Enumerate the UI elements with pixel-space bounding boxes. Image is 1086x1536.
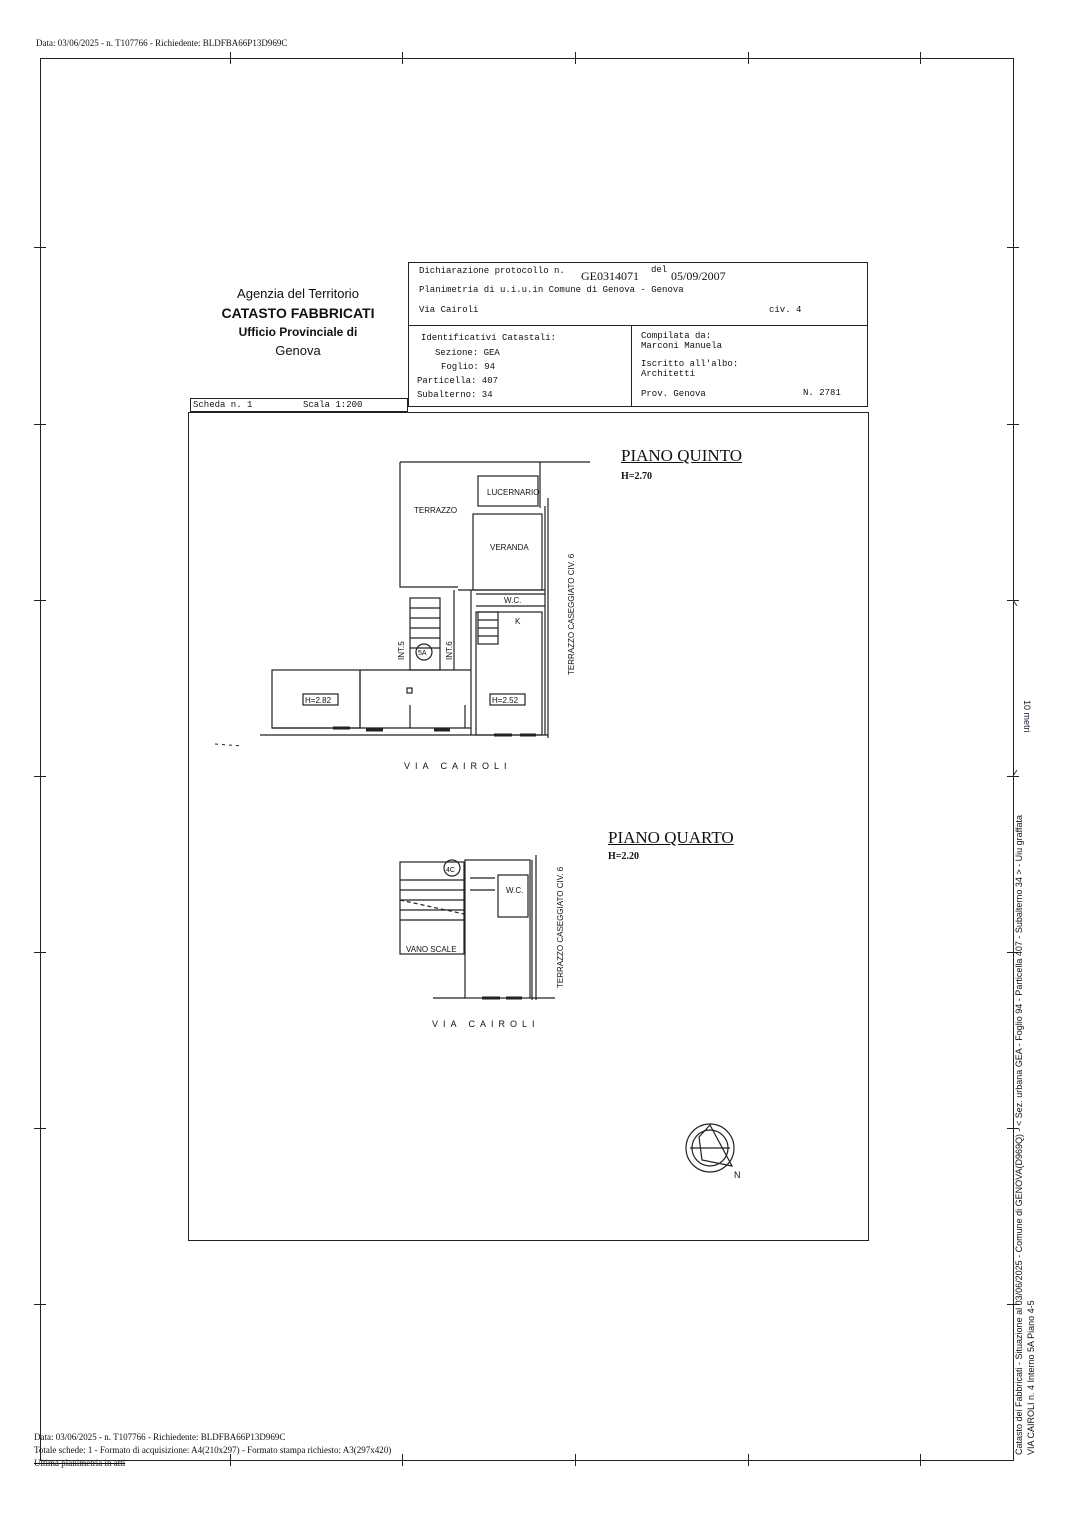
planimetry-line: Planimetria di u.i.u.in Comune di Genova - Genova [419,285,684,295]
side-label-4: TERRAZZO CASEGGIATO CIV. 6 [556,866,565,988]
badge-5a: 5A [418,650,427,657]
room-veranda: VERANDA [490,543,529,552]
albo-label: Iscritto all'albo: [641,359,739,369]
room-wc5: W.C. [504,596,522,605]
catasto-title: CATASTO FABBRICATI [221,305,375,321]
ufficio-label: Ufficio Provinciale di [238,325,358,339]
footer-line3: Ultima planimetria in atti [34,1458,126,1468]
room-lucernario: LUCERNARIO [487,488,540,497]
room-terrazzo: TERRAZZO [414,506,458,515]
compass-north: N [734,1170,741,1180]
floor5-height: H=2.70 [621,471,652,482]
floor4-height: H=2.20 [608,851,639,862]
albo-value: Architetti [641,369,696,379]
footer-line1: Data: 03/06/2025 - n. T107766 - Richiedente: BLDFBA66P13D969C [34,1432,286,1442]
date-label: del [651,265,668,275]
side-text-main: Catasto dei Fabbricati - Situazione al 03/06/2025 - Comune di GENOVA(D969Q) - < Sez. urbana GEA - Foglio 94 - Particella 407 - Subalterno 34 > - Uiu graffata [1014,814,1024,1455]
side-label-5: TERRAZZO CASEGGIATO CIV. 6 [567,553,576,675]
compiler-name: Marconi Manuela [641,341,723,351]
foglio: Foglio: 94 [441,362,496,372]
height-left: H=2.82 [305,696,332,705]
int6-label: INT.6 [445,641,454,660]
office-city: Genova [275,343,321,358]
floor5-plan [215,462,590,746]
scale-label: Scala 1:200 [303,400,363,410]
scale-bar-label: 10 metri [1022,700,1032,733]
particella: Particella: 407 [417,376,499,386]
side-text-address: VIA CAIROLI n. 4 Interno 5A Piano 4-5 [1026,1300,1036,1455]
compass-icon [686,1124,734,1172]
room-wc4: W.C. [506,886,524,895]
sezione: Sezione: GEA [435,348,500,358]
footer-line2: Totale schede: 1 - Formato di acquisizione: A4(210x297) - Formato stampa richiesto: A3(297x420) [34,1445,392,1455]
compiled-label: Compilata da: [641,331,712,341]
int5-label: INT.5 [397,641,406,660]
subalterno: Subalterno: 34 [417,390,493,400]
civic-number: civ. 4 [769,305,802,315]
agency-name: Agenzia del Territorio [237,286,359,301]
header-stamp: Data: 03/06/2025 - n. T107766 - Richiedente: BLDFBA66P13D969C [36,38,288,48]
height-right: H=2.52 [492,696,519,705]
street-4: VIA CAIROLI [432,1019,540,1029]
floor4-title: PIANO QUARTO [608,828,734,847]
protocol-label: Dichiarazione protocollo n. [419,266,565,276]
protocol-number: GE0314071 [581,269,639,283]
badge-4c: 4C [446,867,455,874]
protocol-date: 05/09/2007 [671,269,726,283]
floor5-title: PIANO QUINTO [621,446,743,465]
room-kitchen: K [515,617,521,626]
room-vano-scale: VANO SCALE [406,945,457,954]
street-5: VIA CAIROLI [404,761,512,771]
province: Prov. Genova [641,389,706,399]
registration-number: N. 2781 [803,388,841,398]
floor4-plan [400,855,555,1000]
street-address: Via Cairoli [419,305,479,315]
scheda-label: Scheda n. 1 [193,400,253,410]
identifiers-title: Identificativi Catastali: [421,333,557,343]
